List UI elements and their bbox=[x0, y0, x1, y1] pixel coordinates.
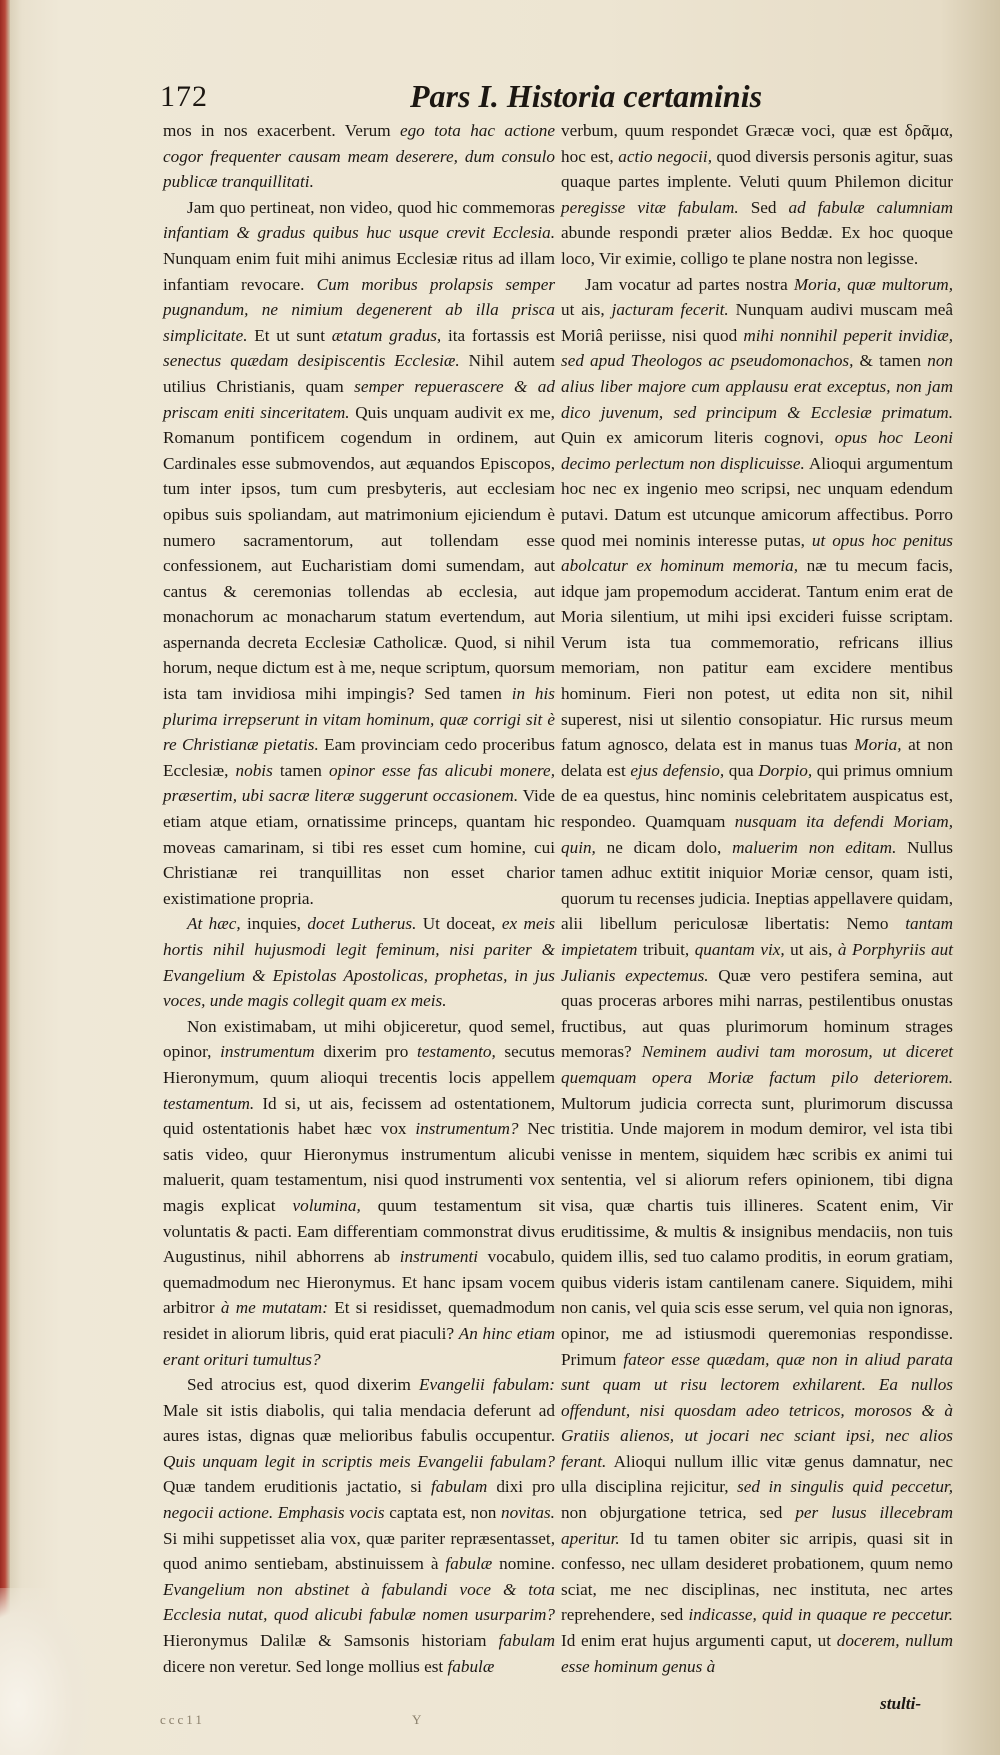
signature-mark-center: Y bbox=[412, 1712, 425, 1727]
page-corner-stain bbox=[0, 1588, 90, 1755]
catchword: stulti- bbox=[880, 1694, 922, 1713]
binding-edge bbox=[0, 0, 10, 1755]
paragraph: verbum, quum respondet Græcæ voci, quæ est δρᾶμα, hoc est, actio negocii, quod diversis personis agitur, suas quaque partes implente. Veluti quum Philemon dicitur peregisse vitæ fabulam. Sed ad fabulæ calumniam abunde respondi præter alios Beddæ. Ex hoc quoque loco, Vir eximie, colligo te plane nostra non legisse. bbox=[561, 121, 953, 268]
right-column bbox=[561, 118, 953, 1679]
paragraph: mos in nos exacerbent. Verum ego tota hac actione cogor frequenter causam meam deserere, dum consulo publicæ tranquillitati. bbox=[163, 121, 555, 192]
paragraph: Jam vocatur ad partes nostra Moria, quæ multorum, ut ais, jacturam fecerit. Nunquam audivi muscam meâ Moriâ periisse, nisi quod mihi nonnihil peperit invidiæ, sed apud Theologos ac pseudomonachos, & tamen non alius liber majore cum applausu erat exceptus, non jam dico juvenum, sed principum & Ecclesiæ primatum. Quin ex amicorum literis cognovi, opus hoc Leoni decimo perlectum non displicuisse. Alioqui argumentum hoc nec ex ingenio meo scripsi, nec unquam edendum putavi. Datum est utcunque amicorum affectibus. Porro quod mei nominis interesse putas, ut opus hoc penitus abolcatur ex hominum memoria, næ tu mecum facis, idque jam propemodum acciderat. Tantum enim erat de Moria silentium, ut mihi ipsi excideri fuisse scriptam. Verum ista tua commemoratio, refricans illius memoriam, non patitur eam excidere mentibus hominum. Fieri non potest, ut edita non sit, nihil superest, nisi ut silentio consopiatur. Hic rursus meum fatum agnosco, delata est in manus tuas Moria, at non delata est ejus defensio, qua Dorpio, qui primus omnium de ea questus, hinc nominis celebritatem auspicatus est, respondeo. Quamquam nusquam ita defendi Moriam, quin, ne dicam dolo, maluerim non editam. Nullus tamen adhuc extitit iniquior Moriæ censor, quam isti, quorum tu recenses judicia. Ineptias appellavere quidam, alii libellum periculosæ libertatis: Nemo tantam impietatem tribuit, quantam vix, ut ais, à Porphyriis aut Julianis expectemus. Quæ vero pestifera semina, aut quas proceras arbores mihi narras, pestilentibus onustas fructibus, aut quas plurimorum hominum strages memoras? Neminem audivi tam morosum, ut diceret quemquam opera Moriæ factum pilo deteriorem. Multorum judicia correcta sunt, plurimorum discussa tristitia. Unde majorem in modum demiror, vel ista tibi venisse in mentem, siquidem hæc scribis ex animi tui sententia, vel si aliorum refers opinionem, tibi digna visa, quæ chartis tuis illineres. Scatent enim, Vir eruditissime, & multis & insignibus mendaciis, non tuis quidem illis, sed tuo calamo proditis, in eorum gratiam, quibus videris istam cantilenam canere. Siquidem, mihi non canis, vel quia scis esse serum, vel quia non ignoras, opinor, me ad istiusmodi queremonias respondisse. Primum fateor esse quædam, quæ non in aliud parata sunt quam ut risu lectorem exhilarent. Ea nullos offendunt, nisi quosdam adeo tetricos, morosos & à Gratiis alienos, ut jocari nec sciant ipsi, nec alios ferant. Alioqui nullum illic vitæ genus damnatur, nec ulla disciplina rejicitur, sed in singulis quid peccetur, non objurgatione tetrica, sed per lusus illecebram aperitur. Id tu tamen obiter sic arripis, quasi sit in confesso, nec ullam desideret probationem, quum nemo sciat, me nec disciplinas, nec instituta, nec artes reprehendere, sed indicasse, quid in quaque re peccetur. Id enim erat hujus argumenti caput, ut docerem, nullum esse hominum genus à bbox=[561, 274, 954, 1676]
page-number: 172 bbox=[160, 80, 208, 113]
paragraph: Sed atrocius est, quod dixerim Evangelii fabulam: Male sit istis diabolis, qui talia mendacia deferunt ad aures istas, dignas quæ melioribus fabulis occupentur. Quis unquam legit in scriptis meis Evangelii fabulam? Quæ tandem eruditionis jactatio, si fabulam dixi pro negocii actione. Emphasis vocis captata est, non novitas. Si mihi suppetisset alia vox, quæ pariter repræsentasset, quod animo sentiebam, abstinuissem à fabulæ nomine. Evangelium non abstinet à fabulandi voce & tota Ecclesia nutat, quod alicubi fabulæ nomen usurparim? Hieronymus Dalilæ & Samsonis historiam fabulam dicere non veretur. Sed longe mollius est fabulæ bbox=[163, 1375, 555, 1676]
paragraph: At hæc, inquies, docet Lutherus. Ut doceat, ex meis hortis nihil hujusmodi legit feminum, nisi pariter & Evangelium & Epistolas Apostolicas, prophetas, in jus voces, unde magis collegit quam ex meis. bbox=[163, 914, 556, 1011]
signature-mark-left: ccc11 bbox=[160, 1712, 205, 1727]
left-column bbox=[163, 118, 555, 1679]
paragraph: Non existimabam, ut mihi objiceretur, quod semel, opinor, instrumentum dixerim pro testamento, secutus Hieronymum, quum alioqui trecentis locis appellem testamentum. Id si, ut ais, fecissem ad ostentationem, quid ostentationis habet hæc vox instrumentum? Nec satis video, quur Hieronymus instrumentum alicubi maluerit, quam testamentum, nisi quod instrumenti vox magis explicat volumina, quum testamentum sit voluntatis & pacti. Eam differentiam commonstrat divus Augustinus, nihil abhorrens ab instrumenti vocabulo, quemadmodum nec Hieronymus. Et hanc ipsam vocem arbitror à me mutatam: Et si residisset, quemadmodum residet in aliorum libris, quid erat piaculi? An hinc etiam erant orituri tumultus? bbox=[163, 1016, 555, 1369]
paragraph: Jam quo pertineat, non video, quod hic commemoras infantiam & gradus quibus huc usque crevit Ecclesia. Nunquam enim fuit mihi animus Ecclesiæ ritus ad illam infantiam revocare. Cum moribus prolapsis semper pugnandum, ne nimium degenerent ab illa prisca simplicitate. Et ut sunt ætatum gradus, ita fortassis est senectus quædam desipiscentis Ecclesiæ. Nihil autem utilius Christianis, quam semper repuerascere & ad priscam eniti sinceritatem. Quis unquam audivit ex me, Romanum pontificem cogendum in ordinem, aut Cardinales esse submovendos, aut æquandos Episcopos, tum inter ipsos, tum cum presbyteris, aut ecclesiam opibus suis spoliandam, aut matrimonium ejiciendum è numero sacramentorum, aut tollendam esse confessionem, aut Eucharistiam domi sumendam, aut cantus & ceremonias tollendas ab ecclesia, aut monachorum ac monacharum statum evertendum, aut aspernanda decreta Ecclesiæ Catholicæ. Quod, si nihil horum, neque dictum est à me, neque scriptum, quorsum ista tam invidiosa mihi impingis? Sed tamen in his plurima irrepserunt in vitam hominum, quæ corrigi sit è re Christianæ pietatis. Eam provinciam cedo proceribus Ecclesiæ, nobis tamen opinor esse fas alicubi monere, præsertim, ubi sacræ literæ suggerunt occasionem. Vide etiam atque etiam, ornatissime princeps, quantam hic moveas camarinam, si tibi res esset cum homine, cui Christianæ rei tranquillitas non esset charior existimatione propria. bbox=[163, 197, 556, 908]
running-title: Pars I. Historia certaminis bbox=[410, 78, 763, 114]
